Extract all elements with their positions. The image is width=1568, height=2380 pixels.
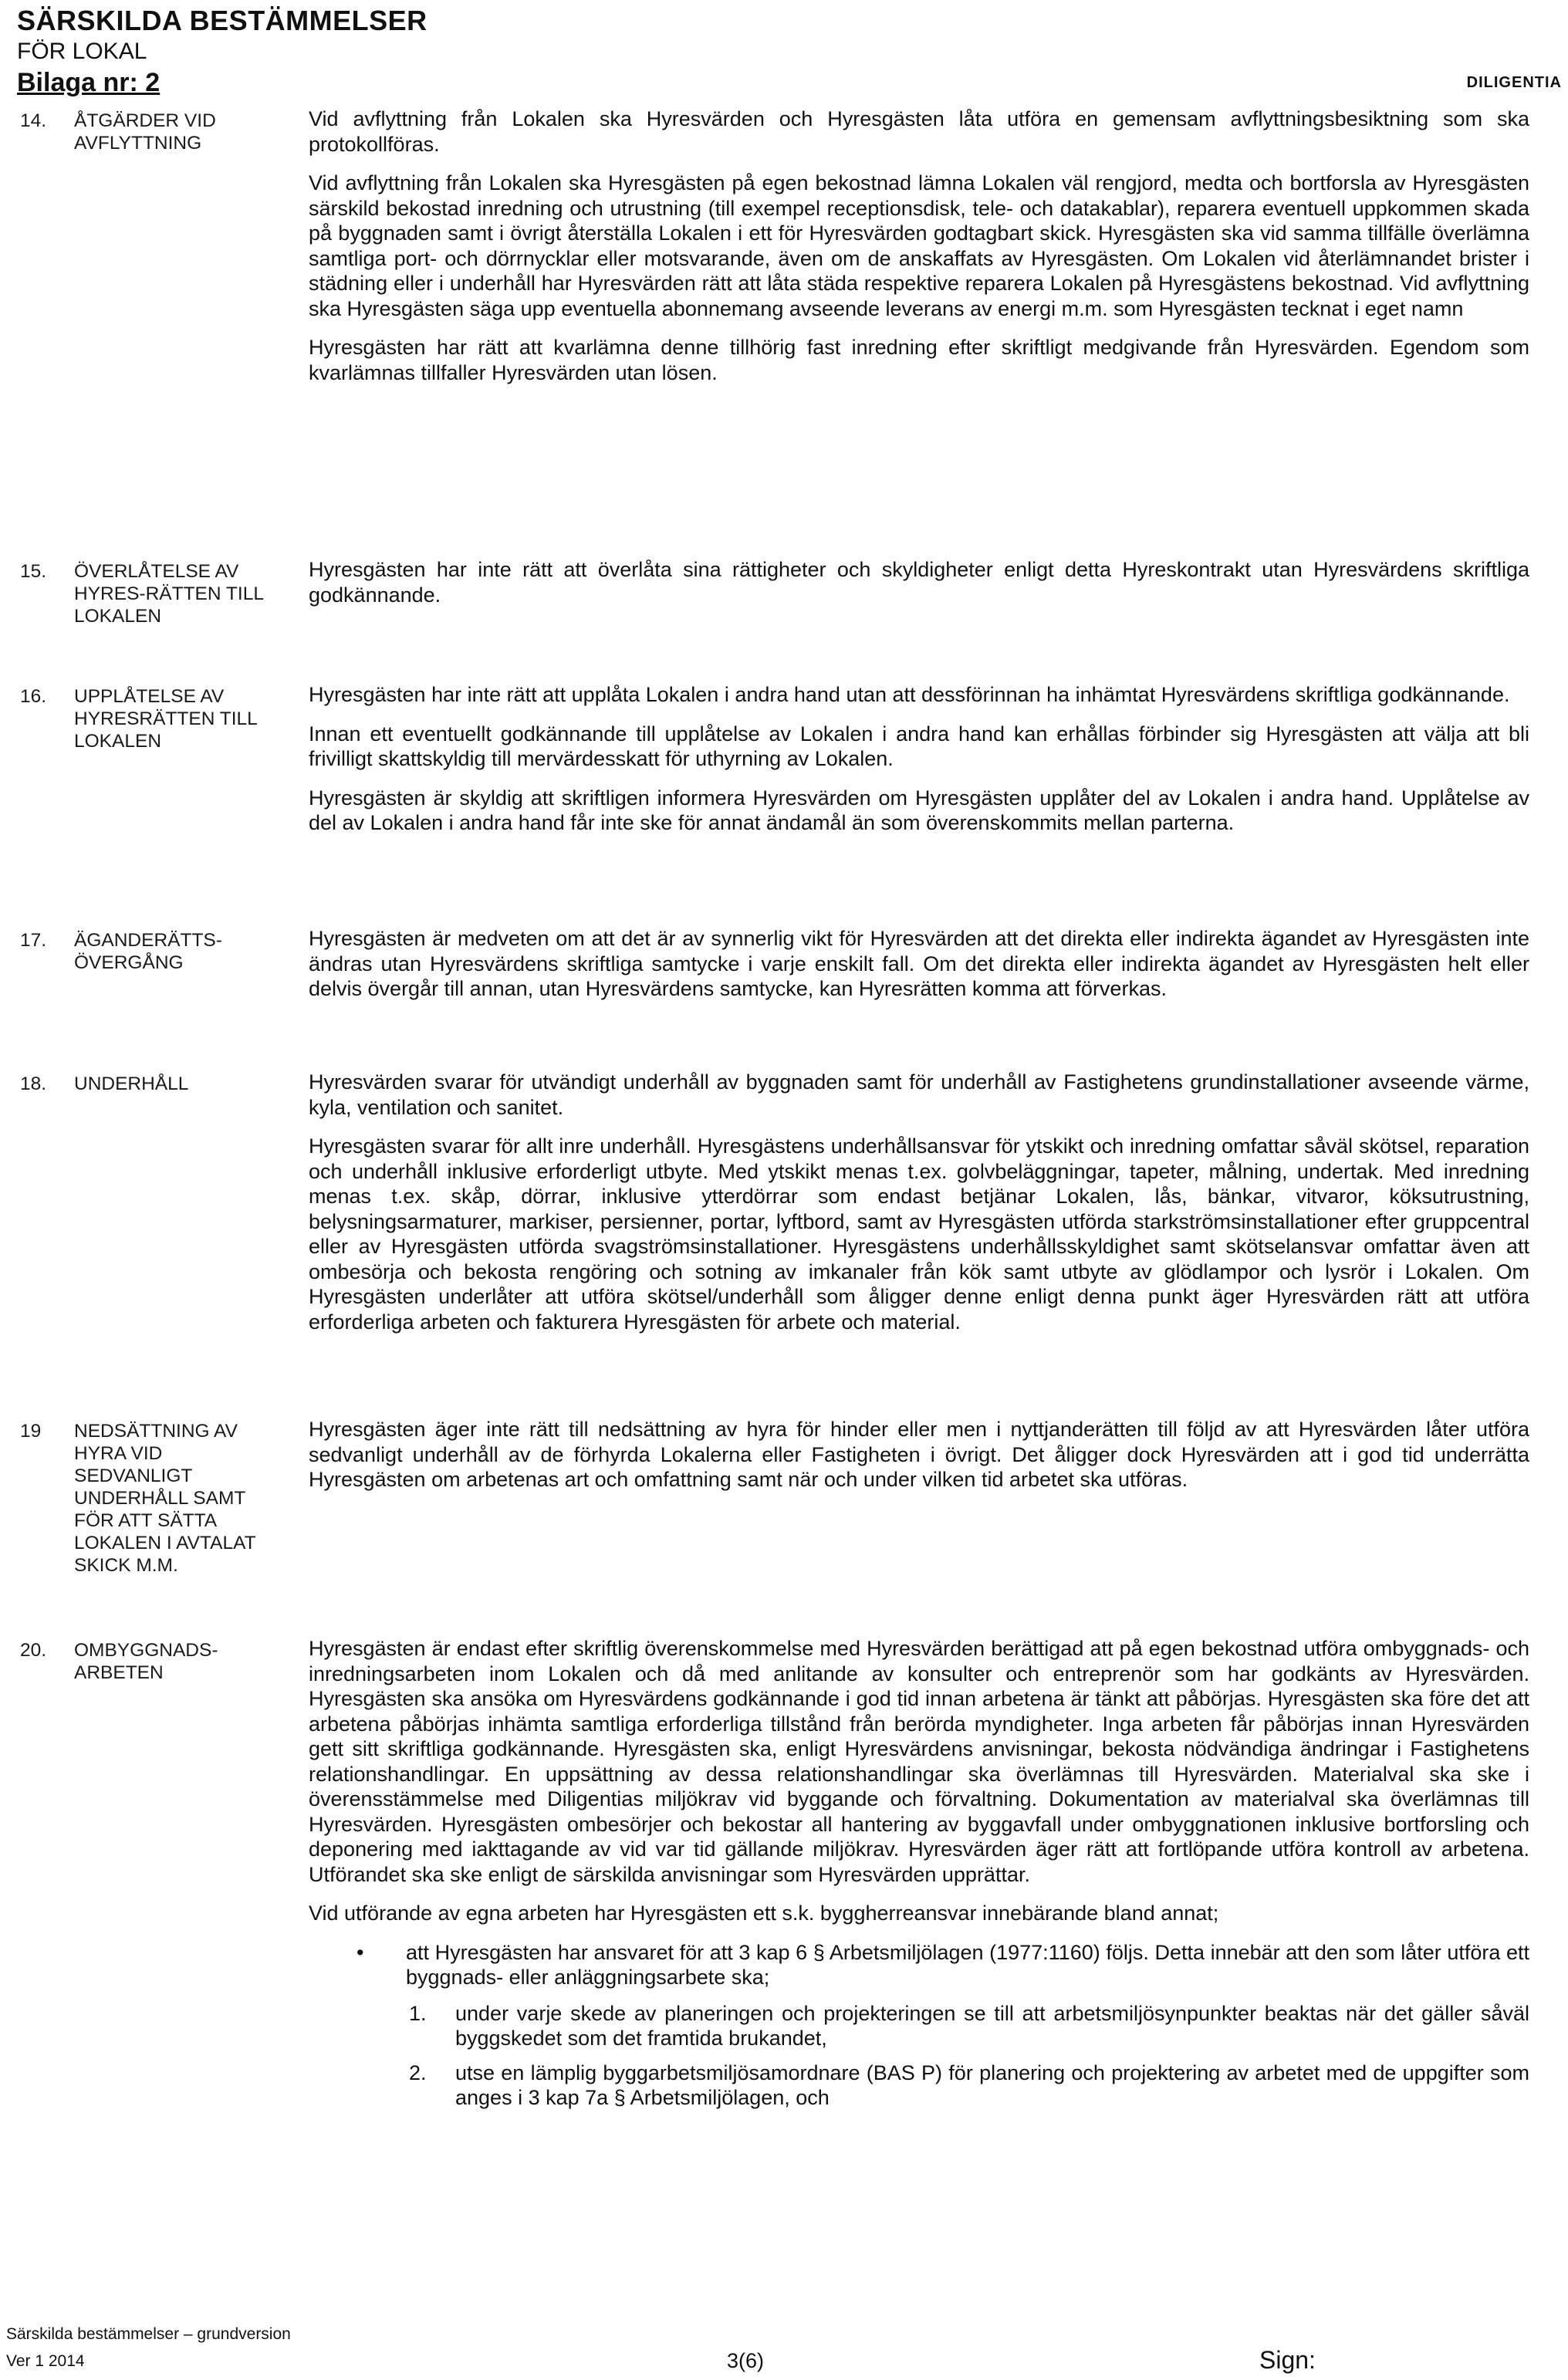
paragraph: Hyresgästen har inte rätt att överlåta sina rättigheter och skyldigheter enligt detta Hyreskontrakt utan Hyresvärdens skriftliga godkännande. xyxy=(309,558,1529,607)
paragraph: Hyresgästen svarar för allt inre underhåll. Hyresgästens underhållsansvar för ytskikt och inredning omfattar såväl skötsel, reparation och underhåll inklusive erforderligt utbyte. Med ytskikt menas t.ex. golvbeläggningar, tapeter, målning, undertak. Med inredning menas t.ex. skåp, dörrar, inklusive ytterdörrar som endast betjänar Lokalen, lås, bänkar, vitvaror, köksutrustning, belysningsarmaturer, markiser, persienner, portar, lyftbord, samt av Hyresgästen utförda starkströmsinstallationer efter gruppcentral eller av Hyresgästen utförda svagströmsinstallationer. Hyresgästens underhållsskyldighet samt skötselansvar omfattar även att ombesörja och bekosta rengöring och sotning av imkanaler från kök samt utbyte av glödlampor och lysrör i Lokalen. Om Hyresgästen underlåter att utföra skötsel/underhåll som åligger denne enligt denna punkt äger Hyresvärden rätt att utföra erforderliga arbeten och fakturera Hyresgästen för arbete och material. xyxy=(309,1134,1529,1334)
section-title: ÖVERLÅTELSE AV HYRES-RÄTTEN TILL LOKALEN xyxy=(74,561,264,627)
document-body xyxy=(0,106,1568,2120)
paragraph: Vid utförande av egna arbeten har Hyresgästen ett s.k. byggherreansvar innebärande bland annat; xyxy=(309,1902,1219,1925)
bullet-mark: • xyxy=(357,1940,364,1964)
section-title: UNDERHÅLL xyxy=(74,1073,189,1094)
paragraph: Hyresgästen är medveten om att det är av synnerlig vikt för Hyresvärden att det direkta eller indirekta ägandet av Hyresgästen inte ändras utan Hyresvärdens skriftliga samtycke i varje enskilt fall. Om det direkta eller indirekta ägandet av Hyresgästen helt eller delvis övergår till annan, utan Hyresvärdens samtycke, kan Hyresrätten komma att förverkas. xyxy=(309,927,1529,1000)
section-number: 20. xyxy=(20,1640,47,1661)
section-number: 17. xyxy=(20,930,47,951)
bullet-text: att Hyresgästen har ansvaret för att 3 kap 6 § Arbetsmiljölagen (1977:1160) följs. Detta innebär att den som låter utföra ett byggnads- eller anläggningsarbete ska; xyxy=(406,1940,1529,1989)
section-body xyxy=(309,557,1529,607)
footer-page-number: 3(6) xyxy=(727,2349,765,2372)
section-body xyxy=(309,1070,1529,1334)
bullet-item xyxy=(309,1940,1529,1990)
paragraph: Hyresgästen är skyldig att skriftligen informera Hyresvärden om Hyresgästen upplåter del av Lokalen i andra hand. Upplåtelse av del av Lokalen i andra hand får inte ske för annat ändamål än som överenskommits mellan parterna. xyxy=(309,786,1529,834)
section-16 xyxy=(0,682,1568,926)
section-number: 15. xyxy=(20,561,47,582)
numbered-item xyxy=(409,2001,1529,2051)
section-19 xyxy=(0,1417,1568,1636)
section-20 xyxy=(0,1636,1568,2111)
numbered-item xyxy=(409,2061,1529,2111)
header-subtitle: FÖR LOKAL xyxy=(17,39,147,64)
paragraph: Vid avflyttning från Lokalen ska Hyresgästen på egen bekostnad lämna Lokalen väl rengjord, medta och bortforsla av Hyresgästen särskild bekostad inredning och utrustning (till exempel receptionsdisk, tele- och datakablar), reparera eventuell uppkommen skada på byggnaden samt i övrigt återställa Lokalen i ett för Hyresvärden godtagbart skick. Hyresgästen ska vid samma tillfälle överlämna samtliga port- och dörrnycklar eller motsvarande, även om de anskaffats av Hyresgästen. Om Lokalen vid återlämnandet brister i städning eller i underhåll har Hyresvärden rätt att låta städa respektive reparera Lokalen på Hyresgästens bekostnad. Vid avflyttning ska Hyresgästen säga upp eventuella abonnemang avseende leverans av energi m.m. som Hyresgästen tecknat i eget namn xyxy=(309,171,1529,320)
footer-document-name: Särskilda bestämmelser – grundversion xyxy=(6,2325,291,2343)
section-title: OMBYGGNADS-ARBETEN xyxy=(74,1640,218,1683)
footer-sign-label: Sign: xyxy=(1259,2346,1316,2374)
paragraph: Hyresgästen äger inte rätt till nedsättning av hyra för hinder eller men i nyttjanderätten till följd av att Hyresvärden låter utföra sedvanligt underhåll av de förhyrda Lokalerna eller Fastigheten i övrigt. Det åligger dock Hyresvärden att i god tid underrätta Hyresgästen om arbetenas art och omfattning samt när och under vilken tid arbetet ska utföras. xyxy=(309,1418,1529,1491)
section-title: UPPLÅTELSE AV HYRESRÄTTEN TILL LOKALEN xyxy=(74,686,257,752)
section-number: 14. xyxy=(20,110,47,131)
section-15 xyxy=(0,557,1568,682)
section-17 xyxy=(0,926,1568,1070)
numbered-text: under varje skede av planeringen och projekteringen se till att arbetsmiljösynpunkter beaktas när det gäller såväl byggskedet som det framtida brukandet, xyxy=(455,2001,1529,2050)
paragraph: Hyresgästen har rätt att kvarlämna denne tillhörig fast inredning efter skriftligt medgivande från Hyresvärden. Egendom som kvarlämnas tillfaller Hyresvärden utan lösen. xyxy=(309,336,1529,384)
numbered-mark: 1. xyxy=(409,2001,427,2025)
footer-version: Ver 1 2014 xyxy=(6,2352,85,2370)
section-body xyxy=(309,926,1529,1002)
numbered-mark: 2. xyxy=(409,2061,427,2084)
section-number: 19 xyxy=(20,1421,42,1442)
paragraph: Hyresvärden svarar för utvändigt underhåll av byggnaden samt för underhåll av Fastighetens grundinstallationer avseende värme, kyla, ventilation och sanitet. xyxy=(309,1070,1529,1119)
section-body xyxy=(309,1417,1529,1493)
section-title: ÅTGÄRDER VID AVFLYTTNING xyxy=(74,110,216,154)
section-14 xyxy=(0,106,1568,557)
section-18 xyxy=(0,1070,1568,1417)
brand-logo-text: DILIGENTIA xyxy=(1466,74,1562,91)
section-title: ÄGANDERÄTTS-ÖVERGÅNG xyxy=(74,930,222,973)
paragraph: Innan ett eventuellt godkännande till upplåtelse av Lokalen i andra hand kan erhållas förbinder sig Hyresgästen att välja att bli frivilligt skattskyldig till mervärdesskatt för uthyrning av Lokalen. xyxy=(309,722,1529,770)
paragraph: Hyresgästen har inte rätt att upplåta Lokalen i andra hand utan att dessförinnan ha inhämtat Hyresvärdens skriftliga godkännande. xyxy=(309,683,1510,706)
numbered-text: utse en lämplig byggarbetsmiljösamordnare (BAS P) för planering och projektering av arbetet med de uppgifter som anges i 3 kap 7a § Arbetsmiljölagen, och xyxy=(455,2061,1529,2109)
section-number: 18. xyxy=(20,1073,47,1094)
header-title: SÄRSKILDA BESTÄMMELSER xyxy=(17,5,427,36)
bilaga-label: Bilaga nr: 2 xyxy=(17,68,161,97)
paragraph: Vid avflyttning från Lokalen ska Hyresvärden och Hyresgästen låta utföra en gemensam avflyttningsbesiktning som ska protokollföras. xyxy=(309,107,1529,156)
section-body xyxy=(309,106,1529,385)
section-body xyxy=(309,1636,1529,2111)
section-title: NEDSÄTTNING AV HYRA VID SEDVANLIGT UNDERHÅLL SAMT FÖR ATT SÄTTA LOKALEN I AVTALAT SKICK M.M. xyxy=(74,1421,256,1576)
paragraph: Hyresgästen är endast efter skriftlig överenskommelse med Hyresvärden berättigad att på egen bekostnad utföra ombyggnads- och inredningsarbeten inom Lokalen och då med anlitande av konsulter och entreprenör som har godkänts av Hyresvärden. Hyresgästen ska ansöka om Hyresvärdens godkännande i god tid innan arbetena är tänkt att påbörjas. Hyresgästen ska före det att arbetena påbörjas inhämta samtliga erforderliga tillstånd från berörda myndigheter. Inga arbeten får påbörjas innan Hyresvärden gett sitt skriftliga godkännande. Hyresgästen ska, enligt Hyresvärdens anvisningar, bekosta nödvändiga ändringar i Fastighetens relationshandlingar. En uppsättning av dessa relationshandlingar ska överlämnas till Hyresvärden. Materialval ska ske i överensstämmelse med Diligentias miljökrav vid byggande och förvaltning. Dokumentation av materialval ska överlämnas till Hyresvärden. Hyresgästen ombesörjer och bekostar all hantering av byggavfall under ombyggnationen inklusive bortforsling och deponering med iakttagande av vid var tid gällande miljökrav. Hyresvärden äger rätt att fortlöpande utföra kontroll av arbetena. Utförandet ska ske enligt de särskilda anvisningar som Hyresvärden upprättar. xyxy=(309,1637,1529,1886)
section-body xyxy=(309,682,1529,836)
section-number: 16. xyxy=(20,686,47,707)
